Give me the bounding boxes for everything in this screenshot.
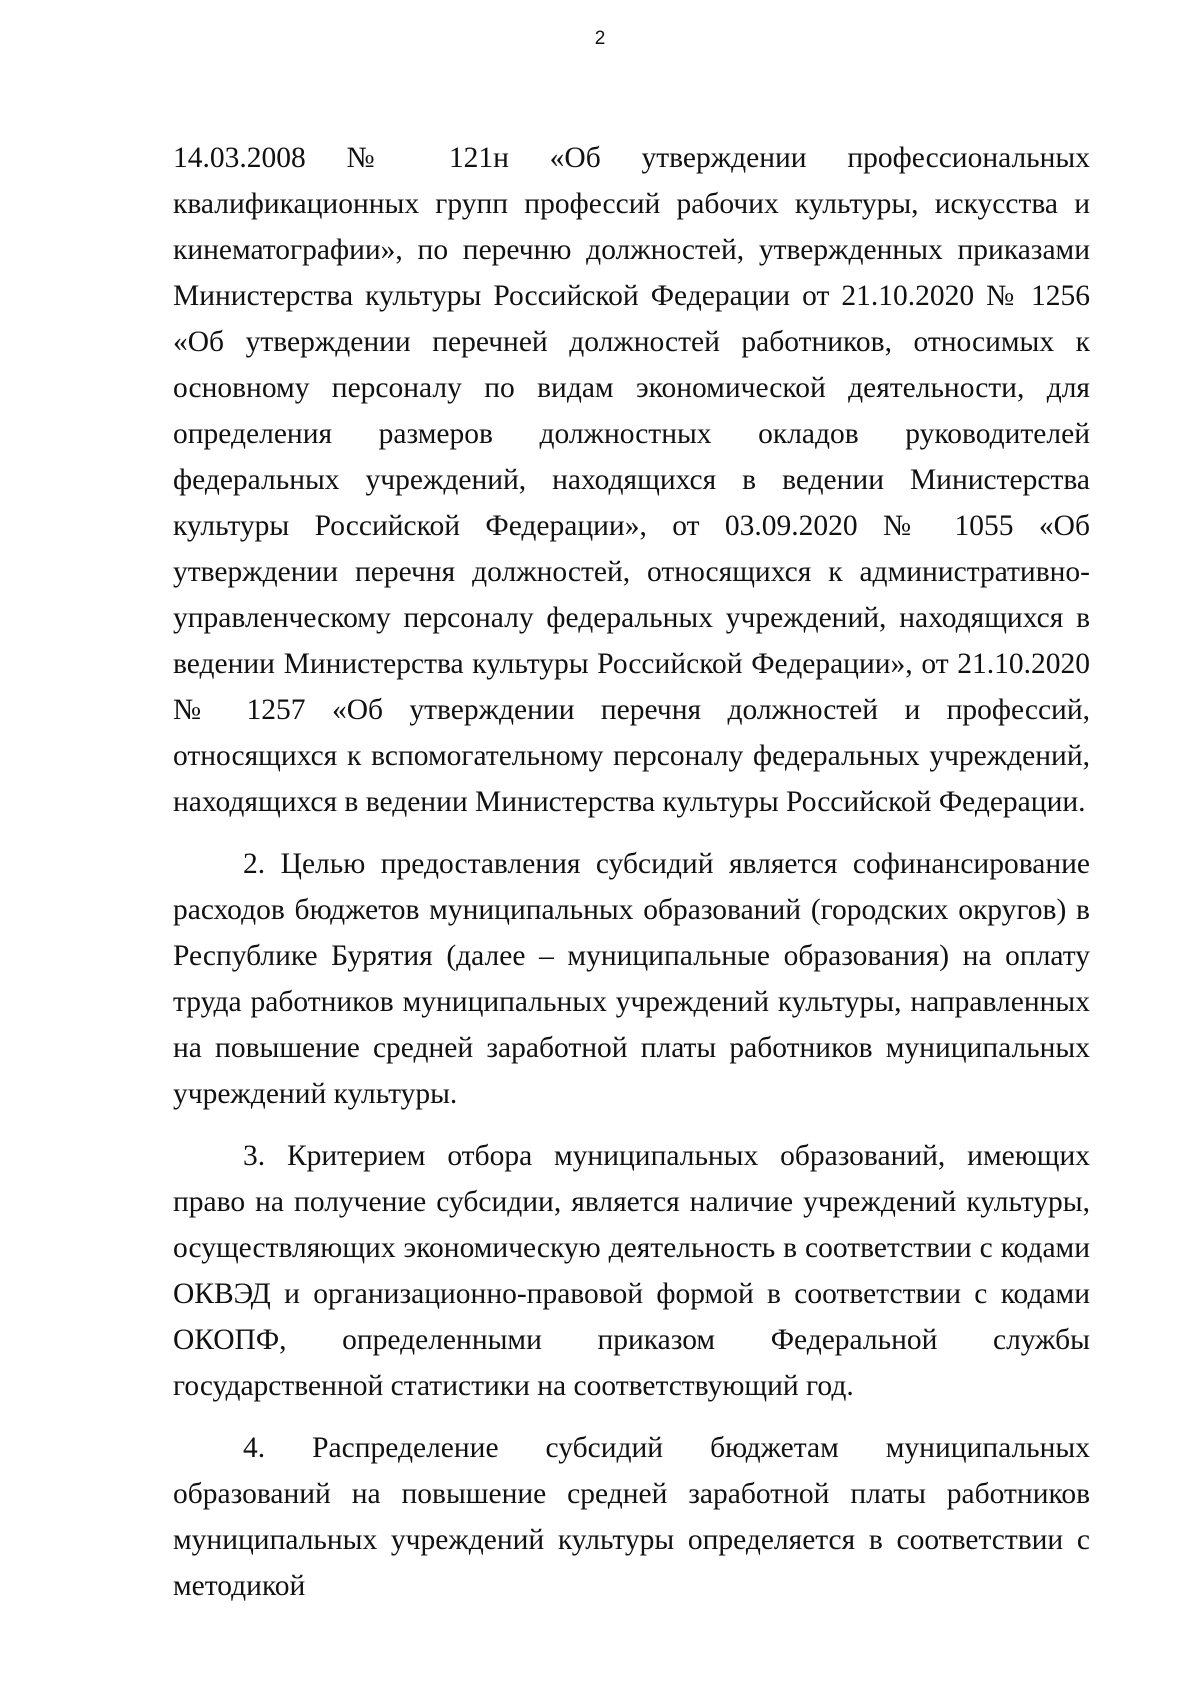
paragraph-3: 3. Критерием отбора муниципальных образований, имеющих право на получение субсидии, является наличие учреждений культуры, осуществляющих экономическую деятельность в соответствии с кодами ОКВЭД и организационно-правовой формой в соответствии с кодами ОКОПФ, определенными приказом Федеральной службы государственной статистики на соответствующий год. xyxy=(173,1140,1090,1402)
paragraph-4: 4. Распределение субсидий бюджетам муниципальных образований на повышение средней заработной платы работников муниципальных учреждений культуры определяется в соответствии с методикой xyxy=(173,1432,1090,1602)
paragraph-continuation: 14.03.2008 № 121н «Об утверждении профессиональных квалификационных групп профессий рабочих культуры, искусства и кинематографии», по перечню должностей, утвержденных приказами Министерства культуры Российской Федерации от 21.10.2020 № 1256 «Об утверждении перечней должностей работников, относимых к основному персоналу по видам экономической деятельности, для определения размеров должностных окладов руководителей федеральных учреждений, находящихся в ведении Министерства культуры Российской Федерации», от 03.09.2020 № 1055 «Об утверждении перечня должностей, относящихся к административно-управленческому персоналу федеральных учреждений, находящихся в ведении Министерства культуры Российской Федерации», от 21.10.2020 № 1257 «Об утверждении перечня должностей и профессий, относящихся к вспомогательному персоналу федеральных учреждений, находящихся в ведении Министерства культуры Российской Федерации. xyxy=(173,142,1090,818)
paragraph-2: 2. Целью предоставления субсидий является софинансирование расходов бюджетов муниципальных образований (городских округов) в Республике Бурятия (далее – муниципальные образования) на оплату труда работников муниципальных учреждений культуры, направленных на повышение средней заработной платы работников муниципальных учреждений культуры. xyxy=(173,848,1090,1110)
document-body xyxy=(173,135,1090,1609)
page-number: 2 xyxy=(594,28,606,49)
